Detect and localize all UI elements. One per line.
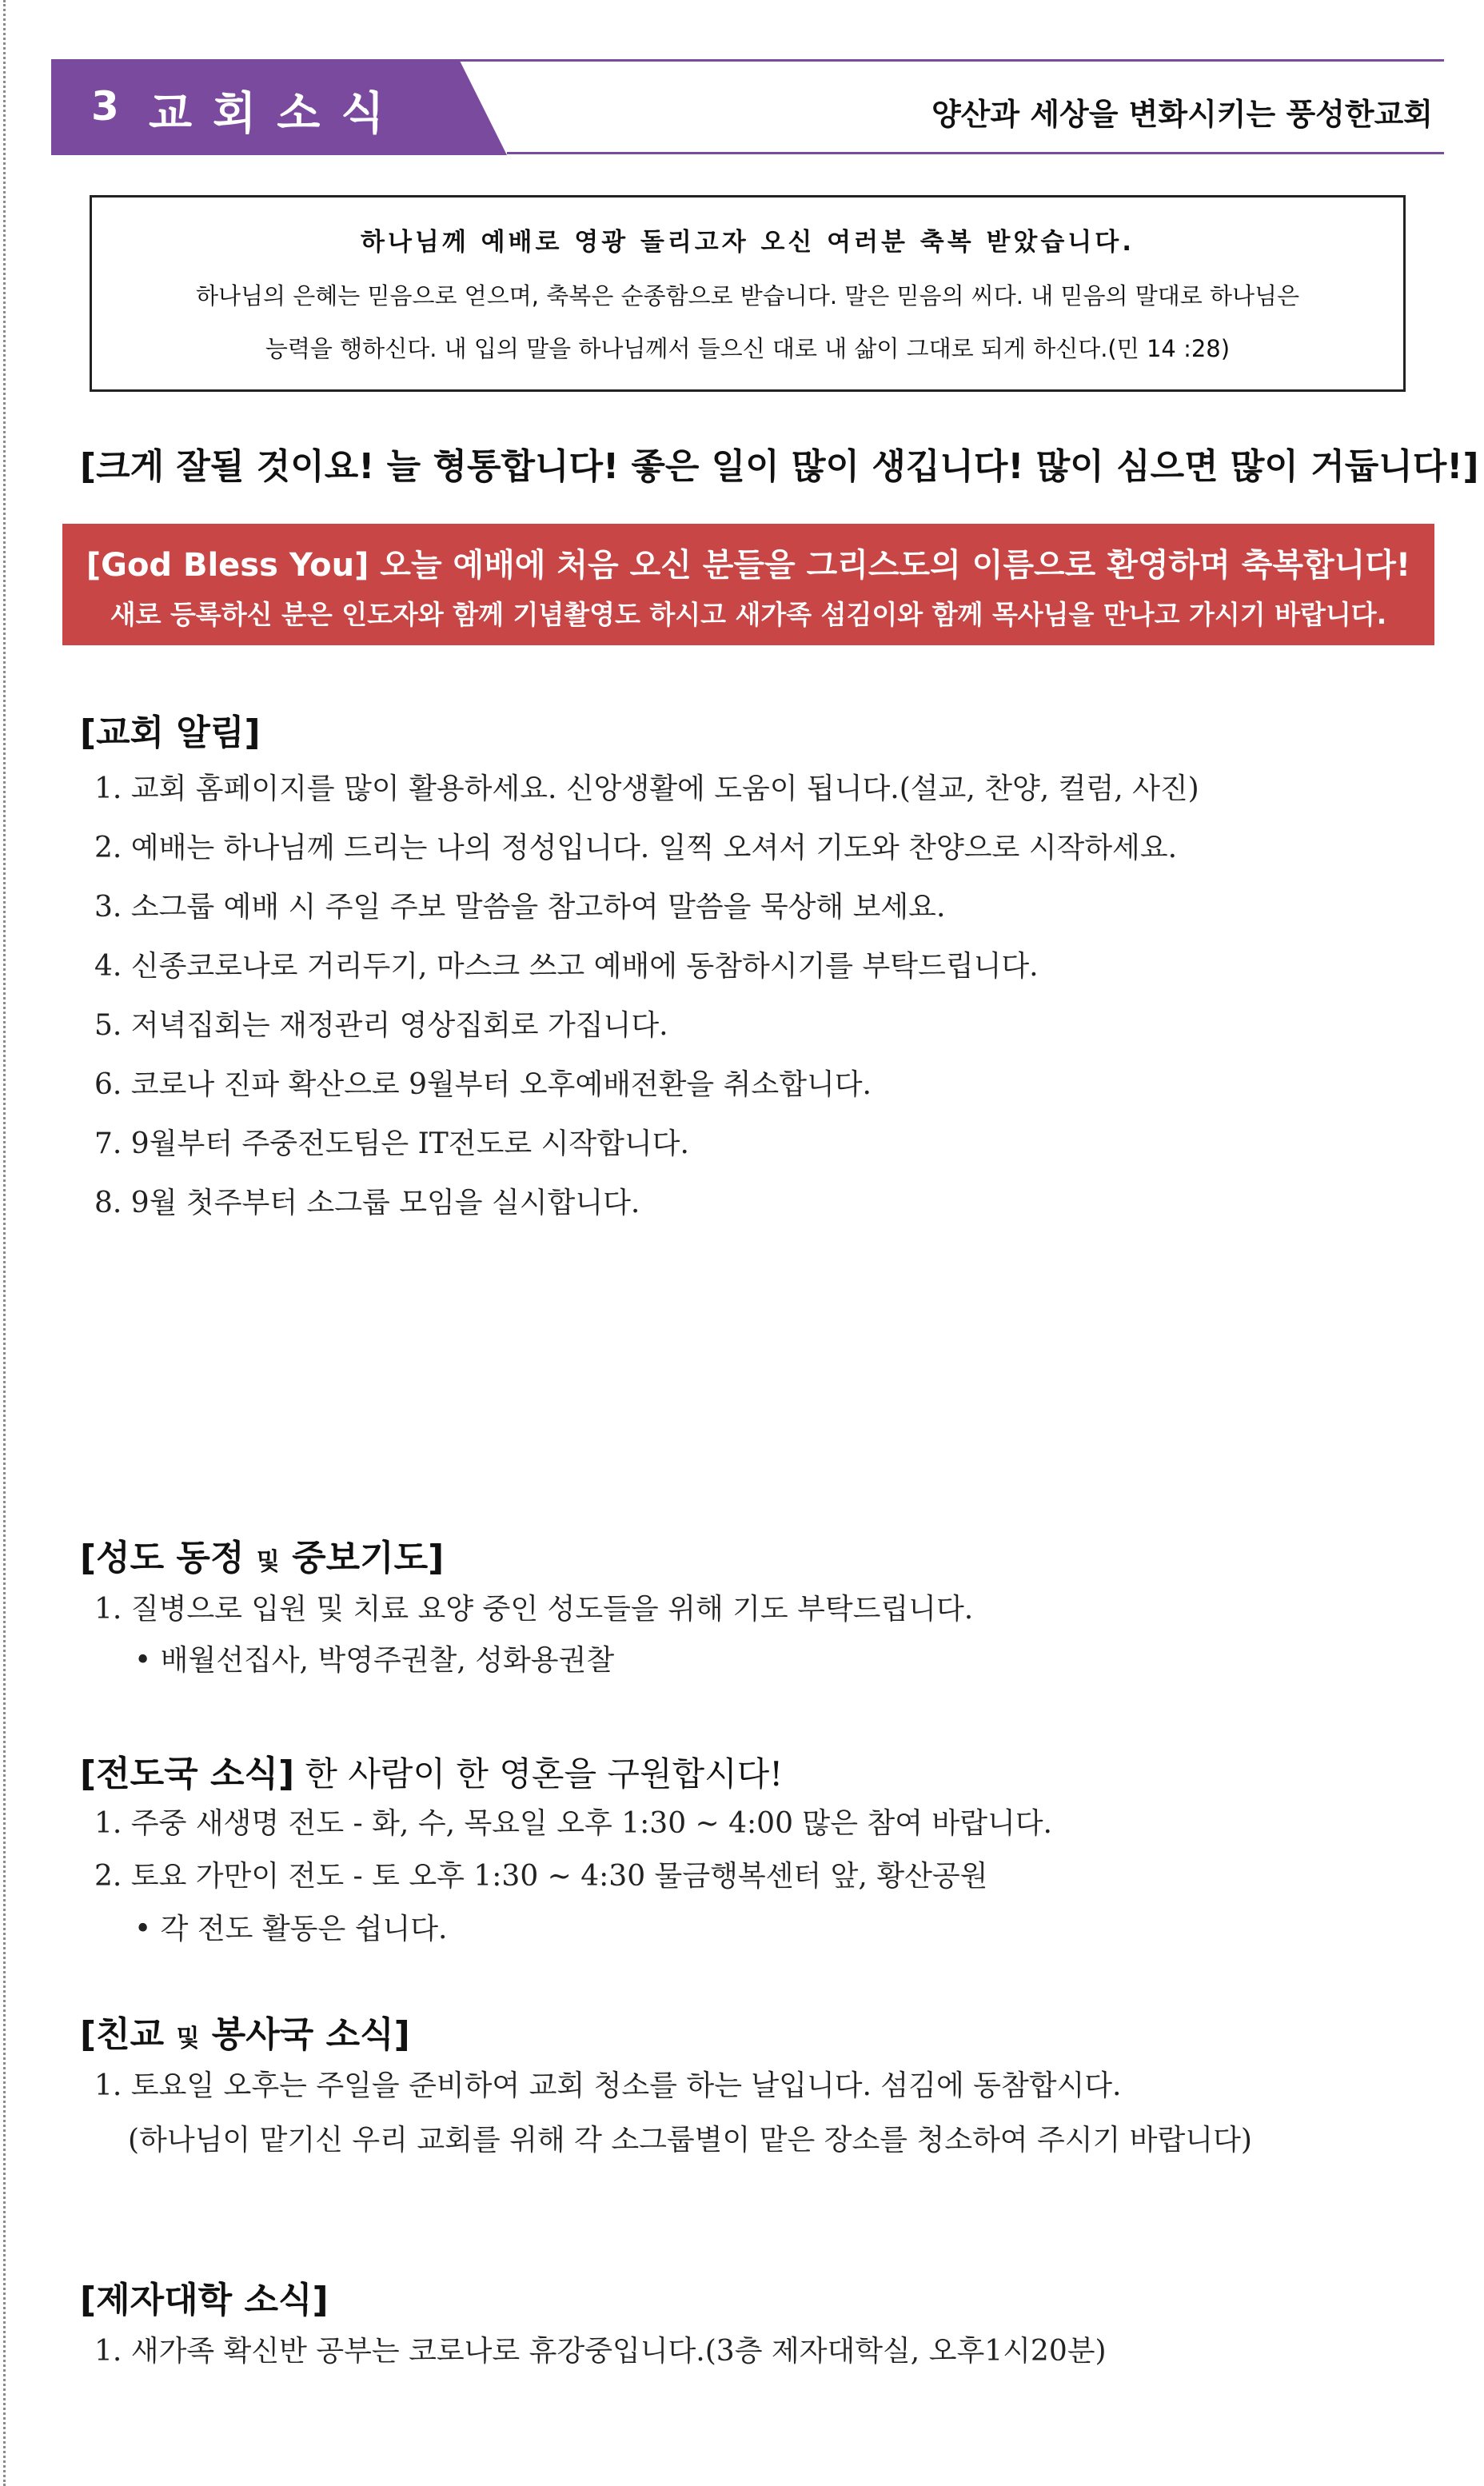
notice-item-5: 5. 저녁집회는 재정관리 영상집회로 가집니다. — [94, 1009, 668, 1042]
page-edge-dotted-line — [3, 0, 6, 2486]
fellowship-heading — [80, 2005, 410, 2057]
fellowship-heading-part-b: 봉사국 소식] — [199, 2014, 410, 2055]
notice-item-4: 4. 신종코로나로 거리두기, 마스크 쓰고 예배에 동참하시기를 부탁드립니다. — [94, 950, 1039, 983]
welcome-line-2: 새로 등록하신 분은 인도자와 함께 기념촬영도 하시고 새가족 섬김이와 함께 목사님을 만나고 가시기 바랍니다. — [110, 599, 1387, 630]
section-number: 3 — [91, 83, 119, 130]
fellowship-sub-item-1: (하나님이 맡기신 우리 교회를 위해 각 소그룹별이 맡은 장소를 청소하여 주시기 바랍니다) — [128, 2124, 1252, 2157]
evangelism-heading-subtitle: 한 사람이 한 영혼을 구원합시다! — [294, 1754, 784, 1794]
evangelism-heading-title: [전도국 소식] — [80, 1754, 295, 1794]
church-slogan: 양산과 세상을 변화시키는 풍성한교회 — [931, 97, 1433, 132]
evangelism-heading — [80, 1745, 783, 1796]
notice-item-3: 3. 소그룹 예배 시 주일 주보 말씀을 참고하여 말씀을 묵상해 보세요. — [94, 891, 946, 924]
fellowship-heading-part-a: [친교 — [80, 2014, 177, 2055]
notice-item-8: 8. 9월 첫주부터 소그룹 모임을 실시합니다. — [94, 1187, 640, 1219]
welcome-banner — [62, 524, 1434, 645]
prayer-item-1: 1. 질병으로 입원 및 치료 요양 중인 성도들을 위해 기도 부탁드립니다. — [94, 1593, 974, 1626]
notice-item-1: 1. 교회 홈페이지를 많이 활용하세요. 신앙생활에 도움이 됩니다.(설교, 찬양, 컬럼, 사진) — [94, 772, 1199, 805]
verse-box — [90, 195, 1406, 392]
evangelism-item-2: 2. 토요 가만이 전도 - 토 오후 1:30 ~ 4:30 물금행복센터 앞, 황산공원 — [94, 1860, 988, 1893]
notice-item-2: 2. 예배는 하나님께 드리는 나의 정성입니다. 일찍 오셔서 기도와 찬양으로 시작하세요. — [94, 832, 1178, 864]
section-title: 교회소식 — [149, 88, 405, 140]
discipleship-heading: [제자대학 소식] — [80, 2280, 329, 2320]
evangelism-item-1: 1. 주중 새생명 전도 - 화, 수, 목요일 오후 1:30 ~ 4:00 많은 참여 바랍니다. — [94, 1807, 1052, 1840]
welcome-line-1: [God Bless You] 오늘 예배에 처음 오신 분들을 그리스도의 이름으로 환영하며 축복합니다! — [86, 547, 1411, 584]
header-rule-top — [459, 59, 1444, 62]
blessing-slogan: [크게 잘될 것이요! 늘 형통합니다! 좋은 일이 많이 생깁니다! 많이 심으면 많이 거둡니다!] — [80, 446, 1479, 487]
discipleship-item-1: 1. 새가족 확신반 공부는 코로나로 휴강중입니다.(3층 제자대학실, 오후1시20분) — [94, 2335, 1107, 2368]
verse-line-2: 하나님의 은혜는 믿음으로 얻으며, 축복은 순종함으로 받습니다. 말은 믿음의 씨다. 내 믿음의 말대로 하나님은 — [195, 282, 1300, 309]
header-rule-bottom — [507, 152, 1444, 154]
prayer-heading — [80, 1529, 444, 1580]
prayer-heading-part-a: [성도 동정 — [80, 1538, 257, 1578]
prayer-sub-item-1: • 배월선집사, 박영주권찰, 성화용권찰 — [134, 1644, 615, 1677]
fellowship-heading-conjunction: 및 — [176, 2025, 200, 2053]
church-notice-heading: [교회 알림] — [80, 712, 261, 753]
verse-line-1: 하나님께 예배로 영광 돌리고자 오신 여러분 축복 받았습니다. — [361, 228, 1135, 257]
page-header — [51, 59, 1444, 155]
fellowship-item-1: 1. 토요일 오후는 주일을 준비하여 교회 청소를 하는 날입니다. 섬김에 동참합시다. — [94, 2069, 1122, 2102]
prayer-heading-part-b: 중보기도] — [279, 1538, 445, 1578]
verse-line-3: 능력을 행하신다. 내 입의 말을 하나님께서 들으신 대로 내 삶이 그대로 되게 하신다.(민 14 :28) — [265, 335, 1231, 362]
evangelism-sub-item-1: • 각 전도 활동은 쉽니다. — [134, 1913, 448, 1945]
prayer-heading-conjunction: 및 — [256, 1548, 280, 1576]
notice-item-6: 6. 코로나 진파 확산으로 9월부터 오후예배전환을 취소합니다. — [94, 1068, 872, 1101]
notice-item-7: 7. 9월부터 주중전도팀은 IT전도로 시작합니다. — [94, 1127, 689, 1160]
